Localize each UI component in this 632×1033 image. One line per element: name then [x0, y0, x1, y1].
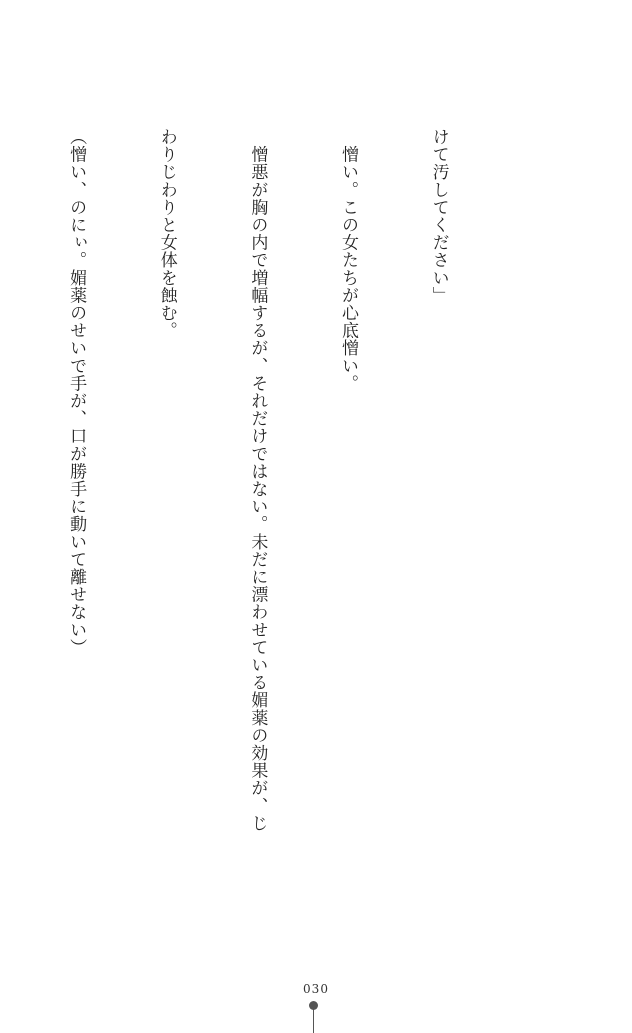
body-text [0, 128, 514, 832]
text-line: 憎い。この女たちが心底憎い。 [337, 128, 358, 392]
text-line: けて汚してください」 [428, 128, 449, 304]
text-line: 憎悪が胸の内で増幅するが、それだけではない。未だに漂わせている媚薬の効果が、じ [247, 128, 268, 832]
text-line: （憎い、のにぃ。媚薬のせいで手が、口が勝手に動いて離せない） [66, 128, 87, 656]
text-line [0, 128, 1, 828]
page-number: 030 [303, 982, 329, 996]
text-line: わりじわりと女体を蝕む。 [156, 128, 177, 340]
page-marker-line [313, 1009, 314, 1033]
